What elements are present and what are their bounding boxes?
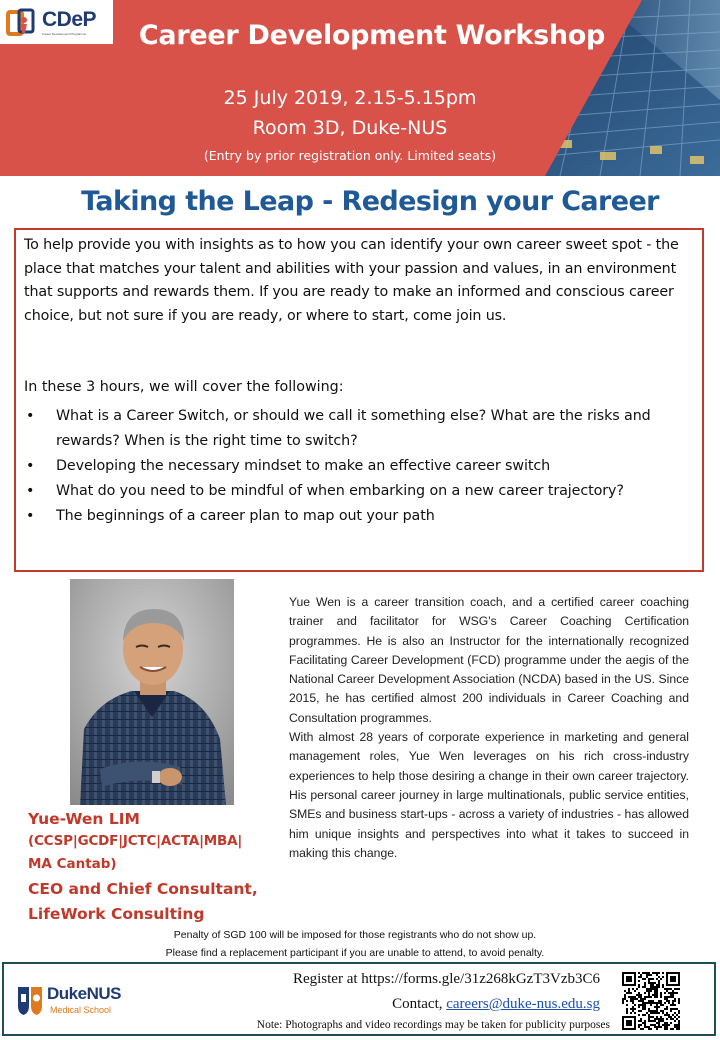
- speaker-photo: [70, 579, 234, 805]
- qr-code-icon[interactable]: [622, 972, 680, 1030]
- speaker-company: LifeWork Consulting: [28, 905, 205, 923]
- duke-nus-logo-subtext: Medical School: [50, 1005, 112, 1015]
- list-item-text: What is a Career Switch, or should we call it something else? What are the risks and rewards? When is the right time to switch?: [56, 408, 651, 449]
- speaker-credentials-cont: MA Cantab): [28, 856, 117, 872]
- cdep-logo: [0, 0, 113, 44]
- contact-email-link[interactable]: careers@duke-nus.edu.sg: [446, 996, 600, 1012]
- publicity-note: Note: Photographs and video recordings may be taken for publicity purposes: [256, 1019, 610, 1031]
- list-item: [24, 404, 704, 454]
- list-item: [24, 504, 704, 529]
- replacement-note: Please find a replacement participant if you are unable to attend, to avoid penalty.: [165, 947, 545, 959]
- bullet-icon: •: [26, 508, 35, 524]
- bio-paragraph: With almost 28 years of corporate experience in marketing and general management roles, Yue Wen leverages on his rich cross-industry experiences to help those desiring a change in their own career trajectory. His personal career journey in large multinationals, public service entities, SMEs and business start-ups - across a variety of industries - has allowed him unique insights and perspectives into what it takes to succeed in making this change.: [289, 730, 689, 860]
- entry-note: (Entry by prior registration only. Limited seats): [203, 148, 497, 163]
- page-title: Career Development Workshop: [138, 20, 606, 51]
- contact-line: [392, 996, 600, 1013]
- event-room: Room 3D, Duke-NUS: [252, 117, 448, 139]
- contact-label: Contact,: [392, 996, 447, 1012]
- footer-panel: [2, 962, 716, 1036]
- cdep-logo-subtext: Career Development Programme: [42, 32, 87, 36]
- speaker-bio: [289, 593, 689, 863]
- bio-paragraph: Yue Wen is a career transition coach, and a certified career coaching trainer and facilitator for WSG's Career Coaching Certification programmes. He is also an Instructor for the internationally recognized Facilitating Career Development (FCD) programme under the aegis of the National Career Development Association (NCDA) based in the US. Since 2015, he has certified almost 200 individuals in Career Coaching and Consultation programmes.: [289, 595, 689, 725]
- penalty-note: Penalty of SGD 100 will be imposed for those registrants who do not show up.: [173, 929, 537, 941]
- duke-nus-logo-text: DukeNUS: [47, 984, 121, 1003]
- intro-paragraph: To help provide you with insights as to how you can identify your own career sweet spot - the place that matches your talent and abilities with your passion and values, in an environment that supports and rewards them. If you are ready to make an informed and conscious career choice, but not sure if you are ready, or where to start, come join us.: [24, 237, 679, 324]
- list-item-text: The beginnings of a career plan to map out your path: [56, 508, 435, 524]
- topic-list: [24, 404, 704, 529]
- cover-line: In these 3 hours, we will cover the following:: [24, 379, 344, 395]
- list-item: [24, 479, 704, 504]
- list-item-text: What do you need to be mindful of when embarking on a new career trajectory?: [56, 483, 624, 499]
- speaker-role: CEO and Chief Consultant,: [28, 880, 258, 898]
- list-item-text: Developing the necessary mindset to make an effective career switch: [56, 458, 551, 474]
- speaker-name: Yue-Wen LIM: [28, 810, 140, 828]
- bullet-icon: •: [26, 483, 35, 499]
- event-date: 25 July 2019, 2.15-5.15pm: [223, 87, 477, 109]
- speaker-credentials: (CCSP|GCDF|JCTC|ACTA|MBA|: [28, 833, 243, 849]
- workshop-headline: Taking the Leap - Redesign your Career: [81, 186, 659, 217]
- bullet-icon: •: [26, 458, 35, 474]
- list-item: [24, 454, 704, 479]
- cdep-logo-text: CDeP: [42, 8, 97, 31]
- duke-nus-crest-icon: [17, 986, 43, 1016]
- registration-link[interactable]: Register at https://forms.gle/31z268kGzT3Vzb3C6: [292, 971, 600, 987]
- bullet-icon: •: [26, 408, 35, 424]
- cdep-logo-icon: [6, 8, 36, 38]
